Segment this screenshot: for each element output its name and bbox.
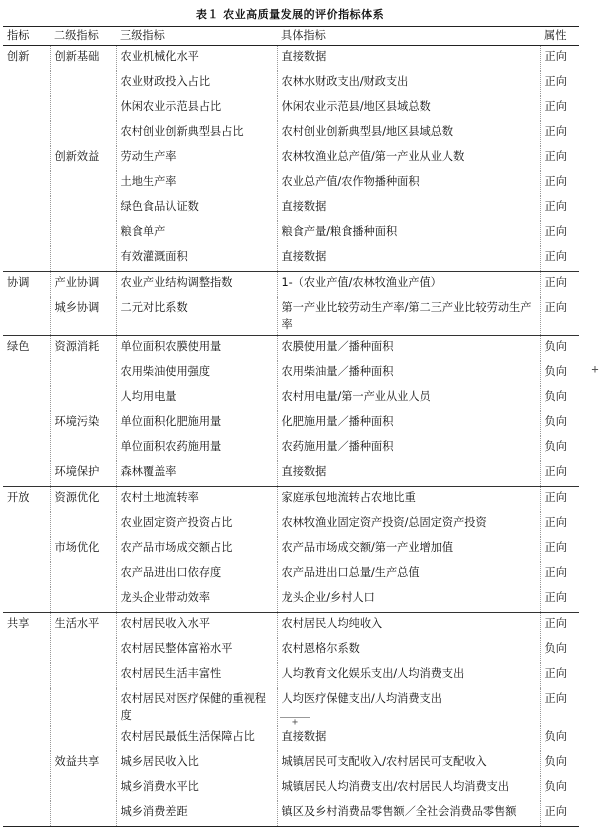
attribute-cell: 正向 (544, 250, 567, 263)
specific-indicator-cell: 镇区及乡村消费品零售额／全社会消费品零售额 (277, 801, 540, 827)
table-row (3, 512, 579, 537)
tertiary-indicator-cell: 农业财政投入占比 (116, 71, 277, 96)
attribute-cell: 负向 (544, 365, 567, 378)
attribute-cell: 正向 (544, 591, 567, 604)
specific-indicator-cell: 农林水财政支出/财政支出 (277, 71, 540, 96)
secondary-indicator-cell (50, 71, 116, 96)
attribute-cell: 正向 (544, 125, 567, 138)
tertiary-indicator-cell: 农业固定资产投资占比 (116, 512, 277, 537)
secondary-indicator-cell (50, 688, 116, 726)
specific-indicator-cell: 家庭承包地流转占农地比重 (277, 487, 540, 513)
tertiary-indicator-cell: 农村居民对医疗保健的重视程度 (116, 688, 277, 726)
indicator-cell (3, 663, 50, 688)
secondary-indicator-cell (50, 663, 116, 688)
attribute-cell: 正向 (544, 200, 567, 213)
indicator-cell: 共享 (3, 613, 50, 639)
indicator-cell (3, 638, 50, 663)
attribute-cell: 负向 (544, 780, 567, 793)
specific-indicator-cell: 农药施用量／播种面积 (277, 436, 540, 461)
table-row (3, 71, 579, 96)
table-row (3, 663, 579, 688)
table-row (3, 487, 579, 513)
indicator-cell (3, 386, 50, 411)
specific-indicator-cell: 休闲农业示范县/地区县域总数 (277, 96, 540, 121)
secondary-indicator-cell (50, 726, 116, 751)
secondary-indicator-cell (50, 196, 116, 221)
specific-indicator-cell: 农业总产值/农作物播种面积 (277, 171, 540, 196)
indicator-cell (3, 96, 50, 121)
secondary-indicator-cell (50, 361, 116, 386)
specific-indicator-cell: 农用柴油量／播种面积 (277, 361, 540, 386)
table-resize-handle[interactable]: + (591, 362, 599, 376)
tertiary-indicator-cell: 农业产业结构调整指数 (116, 272, 277, 298)
indicator-cell (3, 436, 50, 461)
secondary-indicator-cell (50, 221, 116, 246)
table-row (3, 587, 579, 613)
attribute-cell: 正向 (544, 566, 567, 579)
indicator-cell (3, 297, 50, 336)
indicator-cell (3, 221, 50, 246)
secondary-indicator-cell: 环境保护 (50, 461, 116, 487)
attribute-cell: 正向 (540, 613, 579, 639)
table-row (3, 171, 579, 196)
table-row (3, 776, 579, 801)
indicator-cell (3, 776, 50, 801)
indicator-cell (3, 688, 50, 726)
secondary-indicator-cell (50, 121, 116, 146)
table-row (3, 751, 579, 776)
attribute-cell: 正向 (544, 225, 567, 238)
specific-indicator-cell: 直接数据 (277, 246, 540, 272)
specific-indicator-cell: 城镇居民可支配收入/农村居民可支配收入 (277, 751, 540, 776)
indicator-cell: 开放 (3, 487, 50, 513)
tertiary-indicator-cell: 城乡消费水平比 (116, 776, 277, 801)
attribute-cell: 正向 (544, 692, 567, 705)
attribute-cell: 正向 (544, 75, 567, 88)
indicator-cell (3, 411, 50, 436)
evaluation-index-table (3, 26, 579, 827)
secondary-indicator-cell (50, 587, 116, 613)
secondary-indicator-cell: 城乡协调 (50, 297, 116, 336)
secondary-indicator-cell (50, 246, 116, 272)
header-specific-indicator: 具体指标 (277, 27, 540, 46)
specific-indicator-cell: 人均教育文化娱乐支出/人均消费支出 (277, 663, 540, 688)
specific-indicator-cell: 直接数据 (277, 461, 540, 487)
indicator-cell (3, 587, 50, 613)
indicator-cell (3, 146, 50, 171)
indicator-cell (3, 121, 50, 146)
attribute-cell: 正向 (540, 801, 579, 827)
secondary-indicator-cell: 生活水平 (50, 613, 116, 639)
specific-indicator-cell: 农村恩格尔系数 (277, 638, 540, 663)
indicator-cell (3, 171, 50, 196)
table-row (3, 638, 579, 663)
tertiary-indicator-cell: 土地生产率 (116, 171, 277, 196)
secondary-indicator-cell (50, 562, 116, 587)
tertiary-indicator-cell: 二元对比系数 (116, 297, 277, 336)
table-row (3, 461, 579, 487)
tertiary-indicator-cell: 农村居民生活丰富性 (116, 663, 277, 688)
table-row (3, 562, 579, 587)
attribute-cell: 负向 (544, 440, 567, 453)
tertiary-indicator-cell: 劳动生产率 (116, 146, 277, 171)
table-row (3, 361, 579, 386)
tertiary-indicator-cell: 农村居民整体富裕水平 (116, 638, 277, 663)
attribute-cell: 负向 (544, 415, 567, 428)
table-row (3, 411, 579, 436)
secondary-indicator-cell: 产业协调 (50, 272, 116, 298)
table-row (3, 196, 579, 221)
table-row (3, 436, 579, 461)
attribute-cell: 正向 (544, 541, 567, 554)
attribute-cell: 正向 (544, 516, 567, 529)
indicator-cell (3, 361, 50, 386)
table-row (3, 613, 579, 639)
tertiary-indicator-cell: 农村土地流转率 (116, 487, 277, 513)
header-secondary-indicator: 二级指标 (50, 27, 116, 46)
attribute-cell: 正向 (544, 50, 567, 63)
table-row (3, 386, 579, 411)
table-row (3, 96, 579, 121)
header-tertiary-indicator: 三级指标 (116, 27, 277, 46)
secondary-indicator-cell (50, 801, 116, 827)
tertiary-indicator-cell: 农村居民最低生活保障占比 (116, 726, 277, 751)
indicator-cell (3, 801, 50, 827)
secondary-indicator-cell: 环境污染 (50, 411, 116, 436)
tertiary-indicator-cell: 农村居民收入水平 (116, 613, 277, 639)
table-add-row-handle[interactable]: + (280, 717, 310, 728)
secondary-indicator-cell: 资源优化 (50, 487, 116, 513)
secondary-indicator-cell (50, 776, 116, 801)
attribute-cell: 负向 (540, 336, 579, 362)
specific-indicator-cell: 直接数据 (277, 726, 540, 751)
indicator-cell (3, 726, 50, 751)
specific-indicator-cell: 农膜使用量／播种面积 (277, 336, 540, 362)
table-row (3, 246, 579, 272)
tertiary-indicator-cell: 农产品进出口依存度 (116, 562, 277, 587)
tertiary-indicator-cell: 城乡消费差距 (116, 801, 277, 827)
specific-indicator-cell: 农林牧渔业固定资产投资/总固定资产投资 (277, 512, 540, 537)
attribute-cell: 负向 (544, 730, 567, 743)
table-header-row (3, 27, 579, 46)
secondary-indicator-cell: 资源消耗 (50, 336, 116, 362)
tertiary-indicator-cell: 人均用电量 (116, 386, 277, 411)
specific-indicator-cell: 人均医疗保健支出/人均消费支出 (277, 688, 540, 726)
table-row (3, 801, 579, 827)
specific-indicator-cell: 1-（农业产值/农林牧渔业产值） (277, 272, 540, 298)
attribute-cell: 正向 (540, 487, 579, 513)
indicator-cell (3, 71, 50, 96)
tertiary-indicator-cell: 单位面积农药施用量 (116, 436, 277, 461)
tertiary-indicator-cell: 森林覆盖率 (116, 461, 277, 487)
table-row (3, 221, 579, 246)
table-body (3, 46, 579, 827)
tertiary-indicator-cell: 休闲农业示范县占比 (116, 96, 277, 121)
attribute-cell: 正向 (544, 301, 567, 314)
attribute-cell: 正向 (544, 100, 567, 113)
table-row (3, 272, 579, 298)
table-row (3, 726, 579, 751)
header-indicator: 指标 (3, 27, 50, 46)
tertiary-indicator-cell: 农产品市场成交额占比 (116, 537, 277, 562)
tertiary-indicator-cell: 绿色食品认证数 (116, 196, 277, 221)
tertiary-indicator-cell: 农用柴油使用强度 (116, 361, 277, 386)
attribute-cell: 正向 (544, 175, 567, 188)
attribute-cell: 正向 (544, 150, 567, 163)
secondary-indicator-cell (50, 436, 116, 461)
specific-indicator-cell: 直接数据 (277, 196, 540, 221)
indicator-cell (3, 246, 50, 272)
header-attribute: 属性 (540, 27, 579, 46)
specific-indicator-cell: 第一产业比较劳动生产率/第二三产业比较劳动生产率 (277, 297, 540, 336)
indicator-cell: 创新 (3, 46, 50, 72)
indicator-cell (3, 196, 50, 221)
secondary-indicator-cell: 创新效益 (50, 146, 116, 171)
attribute-cell: 负向 (544, 755, 567, 768)
indicator-cell (3, 537, 50, 562)
secondary-indicator-cell (50, 96, 116, 121)
secondary-indicator-cell (50, 638, 116, 663)
indicator-cell (3, 751, 50, 776)
specific-indicator-cell: 农产品进出口总量/生产总值 (277, 562, 540, 587)
specific-indicator-cell: 龙头企业/乡村人口 (277, 587, 540, 613)
tertiary-indicator-cell: 农业机械化水平 (116, 46, 277, 72)
specific-indicator-cell: 粮食产量/粮食播种面积 (277, 221, 540, 246)
attribute-cell: 负向 (544, 390, 567, 403)
tertiary-indicator-cell: 单位面积农膜使用量 (116, 336, 277, 362)
specific-indicator-cell: 农村居民人均纯收入 (277, 613, 540, 639)
attribute-cell: 正向 (544, 667, 567, 680)
secondary-indicator-cell: 创新基础 (50, 46, 116, 72)
secondary-indicator-cell (50, 386, 116, 411)
indicator-cell: 绿色 (3, 336, 50, 362)
attribute-cell: 正向 (540, 272, 579, 298)
secondary-indicator-cell: 市场优化 (50, 537, 116, 562)
tertiary-indicator-cell: 城乡居民收入比 (116, 751, 277, 776)
specific-indicator-cell: 化肥施用量／播种面积 (277, 411, 540, 436)
table-row (3, 336, 579, 362)
indicator-cell (3, 461, 50, 487)
attribute-cell: 负向 (544, 642, 567, 655)
indicator-cell (3, 512, 50, 537)
secondary-indicator-cell: 效益共享 (50, 751, 116, 776)
table-row (3, 46, 579, 72)
indicator-cell (3, 562, 50, 587)
specific-indicator-cell: 农村用电量/第一产业从业人员 (277, 386, 540, 411)
secondary-indicator-cell (50, 171, 116, 196)
specific-indicator-cell: 城镇居民人均消费支出/农村居民人均消费支出 (277, 776, 540, 801)
tertiary-indicator-cell: 粮食单产 (116, 221, 277, 246)
tertiary-indicator-cell: 有效灌溉面积 (116, 246, 277, 272)
table-row (3, 146, 579, 171)
specific-indicator-cell: 直接数据 (277, 46, 540, 72)
tertiary-indicator-cell: 农村创业创新典型县占比 (116, 121, 277, 146)
secondary-indicator-cell (50, 512, 116, 537)
table-row (3, 121, 579, 146)
tertiary-indicator-cell: 龙头企业带动效率 (116, 587, 277, 613)
table-caption: 表１ 农业高质量发展的评价指标体系 (195, 8, 385, 21)
specific-indicator-cell: 农村创业创新典型县/地区县域总数 (277, 121, 540, 146)
attribute-cell: 正向 (544, 465, 567, 478)
specific-indicator-cell: 农林牧渔业总产值/第一产业从业人数 (277, 146, 540, 171)
indicator-cell: 协调 (3, 272, 50, 298)
tertiary-indicator-cell: 单位面积化肥施用量 (116, 411, 277, 436)
table-row (3, 537, 579, 562)
table-row (3, 297, 579, 336)
specific-indicator-cell: 农产品市场成交额/第一产业增加值 (277, 537, 540, 562)
